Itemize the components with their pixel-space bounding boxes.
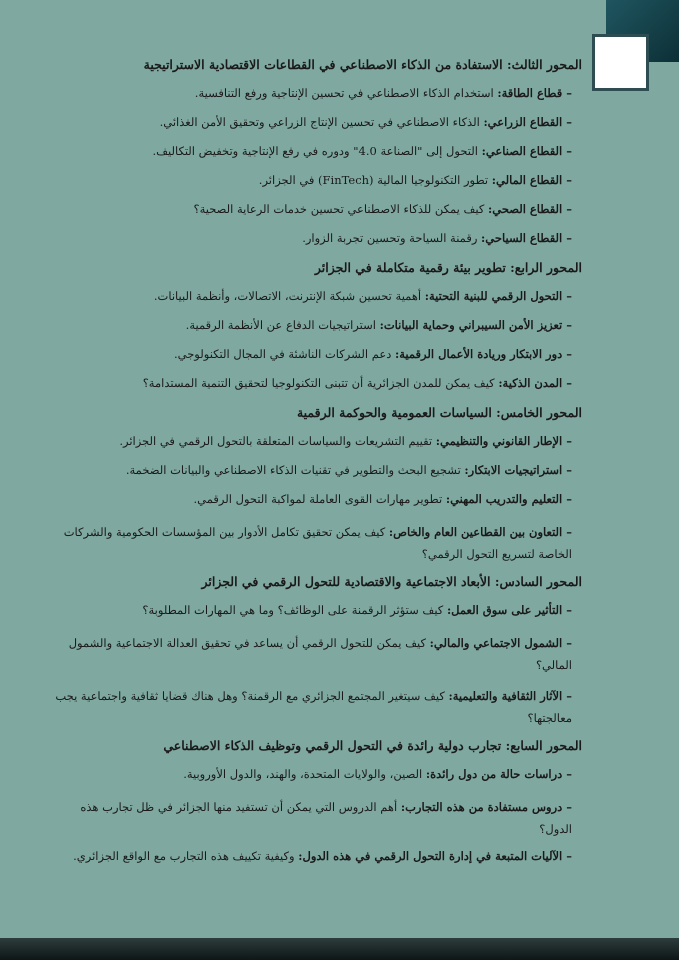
- list-item: – القطاع الزراعي: الذكاء الاصطناعي في تحسين الإنتاج الزراعي وتحقيق الأمن الغذائي.: [159, 115, 572, 129]
- list-item: – التأثير على سوق العمل: كيف ستؤثر الرقمنة على الوظائف؟ وما هي المهارات المطلوبة؟: [142, 603, 572, 617]
- list-item: – القطاع الصحي: كيف يمكن للذكاء الاصطناعي تحسين خدمات الرعاية الصحية؟: [193, 202, 572, 216]
- section-title: المحور الخامس: السياسات العمومية والحوكمة الرقمية: [296, 405, 582, 420]
- list-item: – التعليم والتدريب المهني: تطوير مهارات القوى العاملة لمواكبة التحول الرقمي.: [193, 492, 572, 506]
- section-7: [50, 738, 582, 864]
- list-item: – الإطار القانوني والتنظيمي: تقييم التشريعات والسياسات المتعلقة بالتحول الرقمي في الجزائر.: [119, 434, 572, 448]
- section-4: [50, 260, 582, 391]
- list-item: – الشمول الاجتماعي والمالي: كيف يمكن للتحول الرقمي أن يساعد في تحقيق العدالة الاجتماعية والشمول المالي؟: [68, 636, 572, 672]
- list-item: – المدن الذكية: كيف يمكن للمدن الجزائرية أن تتبنى التكنولوجيا لتحقيق التنمية المستدامة؟: [142, 376, 572, 390]
- document-body: [50, 57, 582, 878]
- list-item: – القطاع المالي: تطور التكنولوجيا المالية (FinTech) في الجزائر.: [258, 173, 572, 187]
- section-6: [50, 574, 582, 729]
- corner-white-box: [592, 34, 649, 91]
- section-title: المحور الثالث: الاستفادة من الذكاء الاصطناعي في القطاعات الاقتصادية الاستراتيجية: [143, 57, 582, 72]
- list-item: – دراسات حالة من دول رائدة: الصين، والولايات المتحدة، والهند، والدول الأوروبية.: [183, 767, 572, 781]
- list-item: – التحول الرقمي للبنية التحتية: أهمية تحسين شبكة الإنترنت، الاتصالات، وأنظمة البيانات.: [153, 289, 572, 303]
- section-title: المحور السابع: تجارب دولية رائدة في التحول الرقمي وتوظيف الذكاء الاصطناعي: [163, 738, 582, 753]
- list-item: – تعزيز الأمن السيبراني وحماية البيانات: استراتيجيات الدفاع عن الأنظمة الرقمية.: [185, 318, 572, 332]
- list-item: – الآثار الثقافية والتعليمية: كيف سيتغير المجتمع الجزائري مع الرقمنة؟ وهل هناك قضايا ثقافية واجتماعية يجب معالجتها؟: [55, 689, 572, 725]
- list-item: – استراتيجيات الابتكار: تشجيع البحث والتطوير في تقنيات الذكاء الاصطناعي والبيانات الضخمة.: [125, 463, 572, 477]
- list-item: – القطاع الصناعي: التحول إلى "الصناعة 4.0" ودوره في رفع الإنتاجية وتخفيض التكاليف.: [152, 144, 572, 158]
- list-item: – الآليات المتبعة في إدارة التحول الرقمي في هذه الدول: وكيفية تكييف هذه التجارب مع الواقع الجزائري.: [73, 849, 572, 863]
- list-item: – دروس مستفادة من هذه التجارب: أهم الدروس التي يمكن أن تستفيد منها الجزائر في ظل تجارب هذه الدول؟: [80, 800, 572, 836]
- list-item: – القطاع السياحي: رقمنة السياحة وتحسين تجربة الزوار.: [302, 231, 572, 245]
- section-3: [50, 57, 582, 246]
- list-item: – قطاع الطاقة: استخدام الذكاء الاصطناعي في تحسين الإنتاجية ورفع التنافسية.: [194, 86, 572, 100]
- section-5: [50, 405, 582, 565]
- section-title: المحور السادس: الأبعاد الاجتماعية والاقتصادية للتحول الرقمي في الجزائر: [201, 574, 582, 589]
- bottom-decoration-bar: [0, 938, 679, 960]
- list-item: – دور الابتكار وريادة الأعمال الرقمية: دعم الشركات الناشئة في المجال التكنولوجي.: [173, 347, 572, 361]
- section-title: المحور الرابع: تطوير بيئة رقمية متكاملة في الجزائر: [314, 260, 582, 275]
- list-item: – التعاون بين القطاعين العام والخاص: كيف يمكن تحقيق تكامل الأدوار بين المؤسسات الحكومية والشركات الخاصة لتسريع التحول الرقمي؟: [63, 525, 572, 561]
